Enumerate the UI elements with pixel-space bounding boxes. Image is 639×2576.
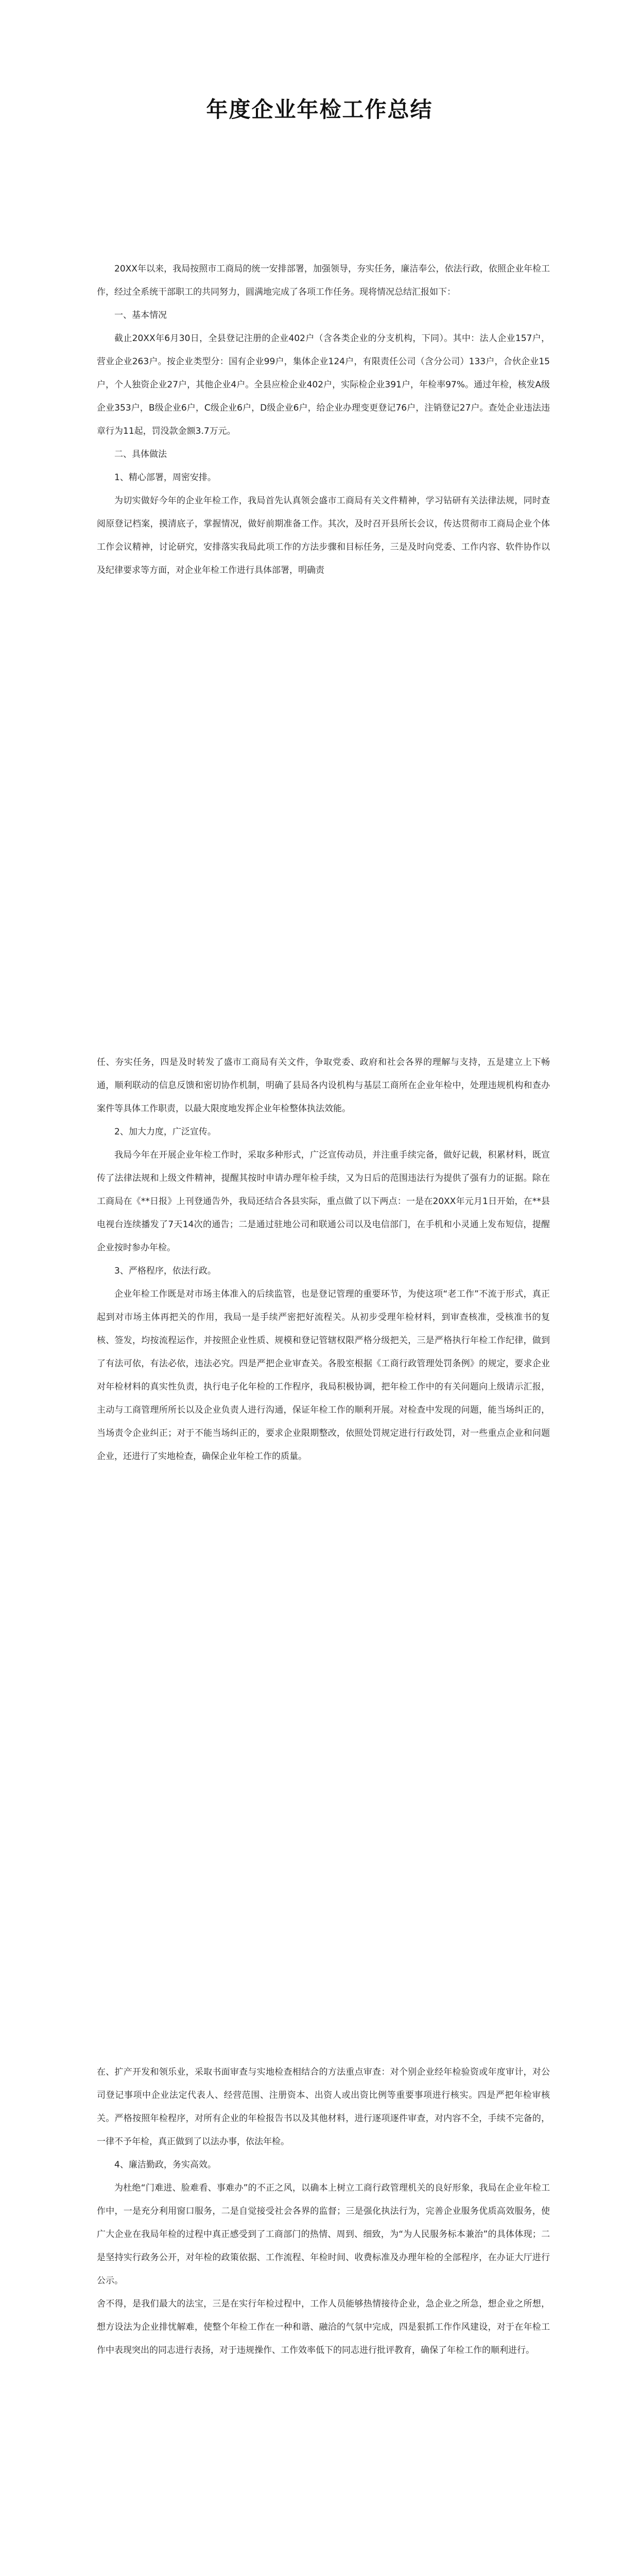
deployment-paragraph-cont: 任、夯实任务，四是及时转发了盛市工商局有关文件，争取党委、政府和社会各界的理解与支持，五是建立上下畅通，顺利联动的信息反馈和密切协作机制，明确了县局各内设机构与基层工商所在企业年检中，处理违规机构和查办案件等具体工作职责，以最大限度地发挥企业年检整体执法效能。 (97, 1057, 550, 1114)
publicity-paragraph: 我局今年在开展企业年检工作时，采取多种形式，广泛宣传动员，并注重手续完备，做好记载，积累材料，既宣传了法律法规和上级文件精神，提醒其按时申请办理年检手续，又为日后的范围违法行为提供了强有力的证据。除在工商局在《**日报》上刊登通告外，我局还结合各县实际，重点做了以下两点：一是在20XX年元月1日开始，在**县电视台连续播发了7天14次的通告；二是通过驻地公司和联通公司以及电信部门，在手机和小灵通上发布短信，提醒企业按时参办年检。 (97, 1150, 550, 1253)
subheading-integrity: 4、廉洁勤政，务实高效。 (114, 2160, 216, 2170)
intro-paragraph: 20XX年以来，我局按照市工商局的统一安排部署，加强领导，夯实任务，廉洁奉公，依法行政，依照企业年检工作，经过全系统干部职工的共同努力，圆满地完成了各项工作任务。现将情况总结汇报如下： (97, 264, 550, 297)
heading-basic-situation: 一、基本情况 (114, 310, 167, 320)
integrity-paragraph-cont: 舍不得，是我们最大的法宝，三是在实行年检过程中，工作人员能够热情接待企业，急企业之所急，想企业之所想，想方设法为企业排忧解难，使整个年检工作在一种和谐、融洽的气氛中完成，四是狠抓工作作风建设，对于在年检工作中表现突出的同志进行表扬，对于违规操作、工作效率低下的同志进行批评教育，确保了年检工作的顺利进行。 (97, 2299, 550, 2355)
section-block-3 (97, 2061, 550, 2362)
section-block-1 (97, 258, 550, 582)
subheading-deployment: 1、精心部署，周密安排。 (114, 472, 216, 483)
document-title: 年度企业年检工作总结 (206, 97, 433, 122)
subheading-procedure: 3、严格程序，依法行政。 (114, 1266, 216, 1276)
procedure-paragraph: 企业年检工作既是对市场主体准入的后续监管，也是登记管理的重要环节，为使这项“老工作”不流于形式，真正起到对市场主体再把关的作用，我局一是手续严密把好流程关。从初步受理年检材料，到审查核准，受核准书的复核、签发，均按流程运作，并按照企业性质、规模和登记管辖权限严格分级把关，三是严格执行年检工作纪律，做到了有法可依，有法必依，违法必究。四是严把企业审查关。各股室根据《工商行政管理处罚条例》的规定，要求企业对年检材料的真实性负责，执行电子化年检的工作程序，我局积极协调，把年检工作中的有关问题向上级请示汇报，主动与工商管理所所长以及企业负责人进行沟通，保证年检工作的顺利开展。对检查中发现的问题，能当场纠正的，当场责令企业纠正；对于不能当场纠正的，要求企业限期整改，依照处罚规定进行行政处罚，对一些重点企业和问题企业，还进行了实地检查，确保企业年检工作的质量。 (97, 1289, 550, 1462)
procedure-paragraph-cont: 在、扩产开发和领乐业，采取书面审查与实地检查相结合的方法重点审查：对个别企业经年检验资或年度审计，对公司登记事项中企业法定代表人、经营范围、注册资本、出资人或出资比例等重要事项进行核实。四是严把年检审核关。严格按照年检程序，对所有企业的年检报告书以及其他材料，进行逐项逐件审查，对内容不全，手续不完备的，一律不予年检，真正做到了以法办事，依法年检。 (97, 2067, 550, 2147)
subheading-publicity: 2、加大力度，广泛宣传。 (114, 1127, 216, 1137)
section-block-2 (97, 1051, 550, 1468)
deployment-paragraph: 为切实做好今年的企业年检工作，我局首先认真领会盛市工商局有关文件精神，学习钻研有关法律法规，同时查阅原登记档案，摸清底子，掌握情况，做好前期准备工作。其次，及时召开县所长会议，传达贯彻市工商局企业个体工作会议精神，讨论研究，安排落实我局此项工作的方法步骤和目标任务，三是及时向党委、工作内容、软件协作以及纪律要求等方面，对企业年检工作进行具体部署，明确责 (97, 496, 550, 575)
heading-specific-methods: 二、具体做法 (114, 449, 167, 460)
integrity-paragraph: 为杜绝“门难进、脸难看、事难办”的不正之风，以确本上树立工商行政管理机关的良好形象，我局在企业年检工作中，一是充分利用窗口服务，二是自觉接受社会各界的监督；三是强化执法行为，完善企业服务优质高效服务，使广大企业在我局年检的过程中真正感受到了工商部门的热情、周到、细致，为“为人民服务标本兼治”的具体体现；二是坚持实行政务公开，对年检的政策依据、工作流程、年检时间、收费标准及办理年检的全部程序，在办证大厅进行公示。 (97, 2183, 550, 2286)
basic-situation-paragraph: 截止20XX年6月30日，全县登记注册的企业402户（含各类企业的分支机构，下同）。其中：法人企业157户，营业企业263户。按企业类型分：国有企业99户，集体企业124户，有限责任公司（含分公司）133户，合伙企业15户，个人独资企业27户，其他企业4户。全县应检企业402户，实际检企业391户，年检率97%。通过年检，核发A级企业353户，B级企业6户，C级企业6户，D级企业6户，给企业办理变更登记76户，注销登记27户。查处企业违法违章行为11起，罚没款金额3.7万元。 (97, 333, 550, 436)
